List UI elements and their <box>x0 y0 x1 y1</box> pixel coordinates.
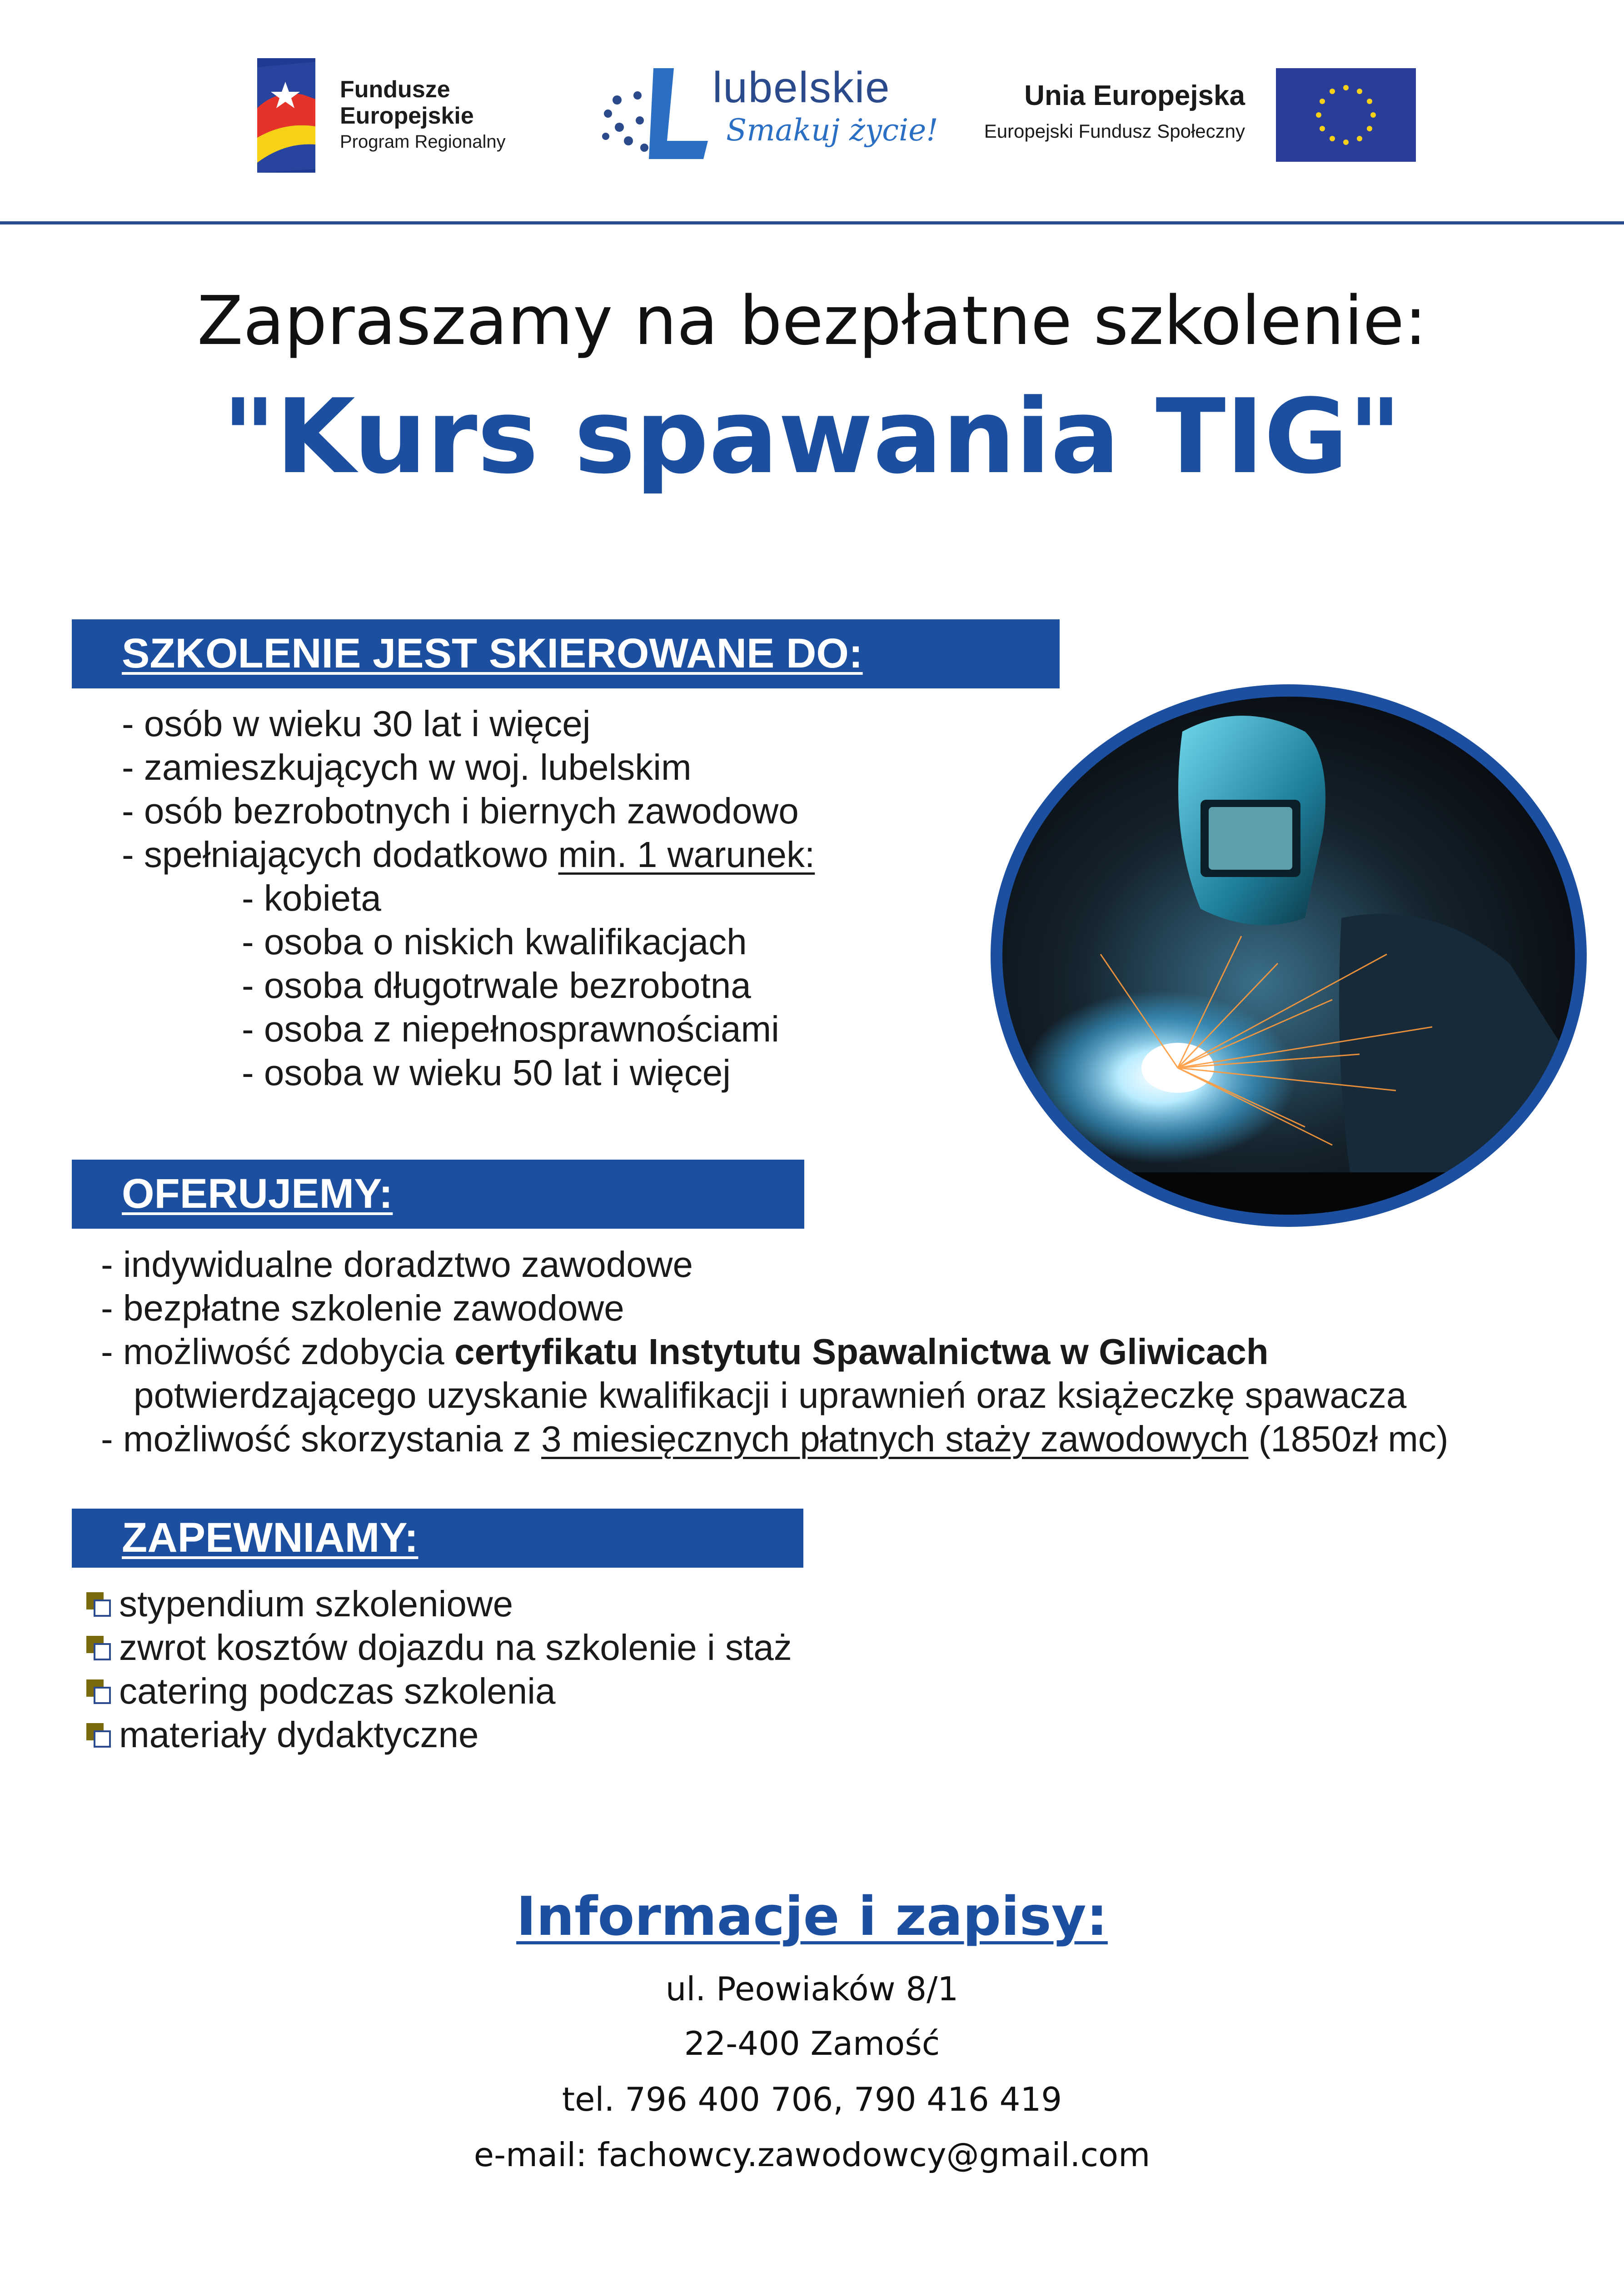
fe-stars-flag-icon <box>257 58 315 173</box>
list-item: - indywidualne doradztwo zawodowe <box>101 1244 693 1285</box>
list-item: - bezpłatne szkolenie zawodowe <box>101 1288 624 1328</box>
certificate-prefix: - możliwość zdobycia <box>101 1331 455 1372</box>
provide-item-label: materiały dydaktyczne <box>119 1714 479 1755</box>
provide-item-label: catering podczas szkolenia <box>119 1671 556 1711</box>
eu-logo-subtitle: Europejski Fundusz Społeczny <box>984 120 1245 142</box>
contact-heading <box>0 1885 1624 1948</box>
offer-list <box>101 1243 1448 1461</box>
list-item <box>86 1669 792 1713</box>
list-item: - osoba długotrwale bezrobotna <box>242 965 751 1006</box>
list-item: - kobieta <box>242 878 381 918</box>
contact-email[interactable]: e-mail: fachowcy.zawodowcy@gmail.com <box>473 2136 1151 2174</box>
provide-item-label: stypendium szkoleniowe <box>119 1584 513 1624</box>
invite-heading: Zapraszamy na bezpłatne szkolenie: <box>197 282 1427 360</box>
fe-logo-line1: Fundusze <box>340 76 450 103</box>
internship-prefix: - możliwość skorzystania z <box>101 1419 542 1459</box>
target-section-heading: SZKOLENIE JEST SKIEROWANE DO: <box>122 630 863 677</box>
condition-sub-list <box>242 877 779 1095</box>
square-bullet-icon <box>86 1636 113 1662</box>
certificate-name: certyfikatu Instytutu Spawalnictwa w Gliwicach <box>454 1331 1269 1372</box>
provide-section-heading: ZAPEWNIAMY: <box>122 1515 418 1561</box>
fe-logo-line2: Europejskie <box>340 103 474 129</box>
lubelskie-logo-name: lubelskie <box>712 63 891 112</box>
square-bullet-icon <box>86 1592 113 1619</box>
certificate-continuation: potwierdzającego uzyskanie kwalifikacji i uprawnień oraz książeczkę spawacza <box>134 1375 1407 1415</box>
list-item: - osób bezrobotnych i biernych zawodowo <box>122 791 799 831</box>
condition-prefix: - spełniających dodatkowo <box>122 834 558 875</box>
fe-logo-text <box>340 76 506 154</box>
list-item: - zamieszkujących w woj. lubelskim <box>122 747 692 787</box>
certificate-item <box>101 1330 1448 1374</box>
square-bullet-icon <box>86 1723 113 1749</box>
list-item: - osoba w wieku 50 lat i więcej <box>242 1052 731 1093</box>
list-item: - osoba o niskich kwalifikacjach <box>242 922 747 962</box>
list-item <box>86 1582 792 1626</box>
eu-logo-name: Unia Europejska <box>1024 80 1245 111</box>
header-divider <box>0 221 1624 224</box>
internship-underlined: 3 miesięcznych płatnych staży zawodowych <box>541 1419 1249 1459</box>
offer-section-header <box>72 1160 804 1229</box>
contact-phone: tel. 796 400 706, 790 416 419 <box>562 2080 1062 2118</box>
list-item <box>86 1626 792 1669</box>
internship-suffix: (1850zł mc) <box>1248 1419 1449 1459</box>
contact-city: 22-400 Zamość <box>684 2024 940 2063</box>
square-bullet-icon <box>86 1679 113 1706</box>
lubelskie-l-stars-icon <box>599 68 708 166</box>
lubelskie-logo-tagline: Smakuj życie! <box>726 113 938 148</box>
fe-logo-line3: Program Regionalny <box>340 132 506 152</box>
list-item: - osób w wieku 30 lat i więcej <box>122 703 591 744</box>
list-item <box>86 1713 792 1757</box>
internship-item <box>101 1417 1448 1461</box>
provide-item-label: zwrot kosztów dojazdu na szkolenie i staż <box>119 1627 792 1668</box>
contact-heading-text: Informacje i zapisy: <box>516 1885 1108 1948</box>
provide-section-header <box>72 1509 803 1568</box>
condition-underlined: min. 1 warunek: <box>558 834 815 875</box>
target-list <box>122 702 815 877</box>
provide-list <box>86 1582 792 1757</box>
target-section-header <box>72 619 1060 688</box>
eu-flag-icon <box>1276 68 1416 162</box>
condition-item <box>122 833 815 877</box>
list-item: - osoba z niepełnosprawnościami <box>242 1009 779 1049</box>
course-title: "Kurs spawania TIG" <box>222 377 1402 497</box>
offer-section-heading: OFERUJEMY: <box>122 1171 393 1217</box>
contact-address: ul. Peowiaków 8/1 <box>665 1970 959 2008</box>
welder-photo <box>987 682 1590 1229</box>
